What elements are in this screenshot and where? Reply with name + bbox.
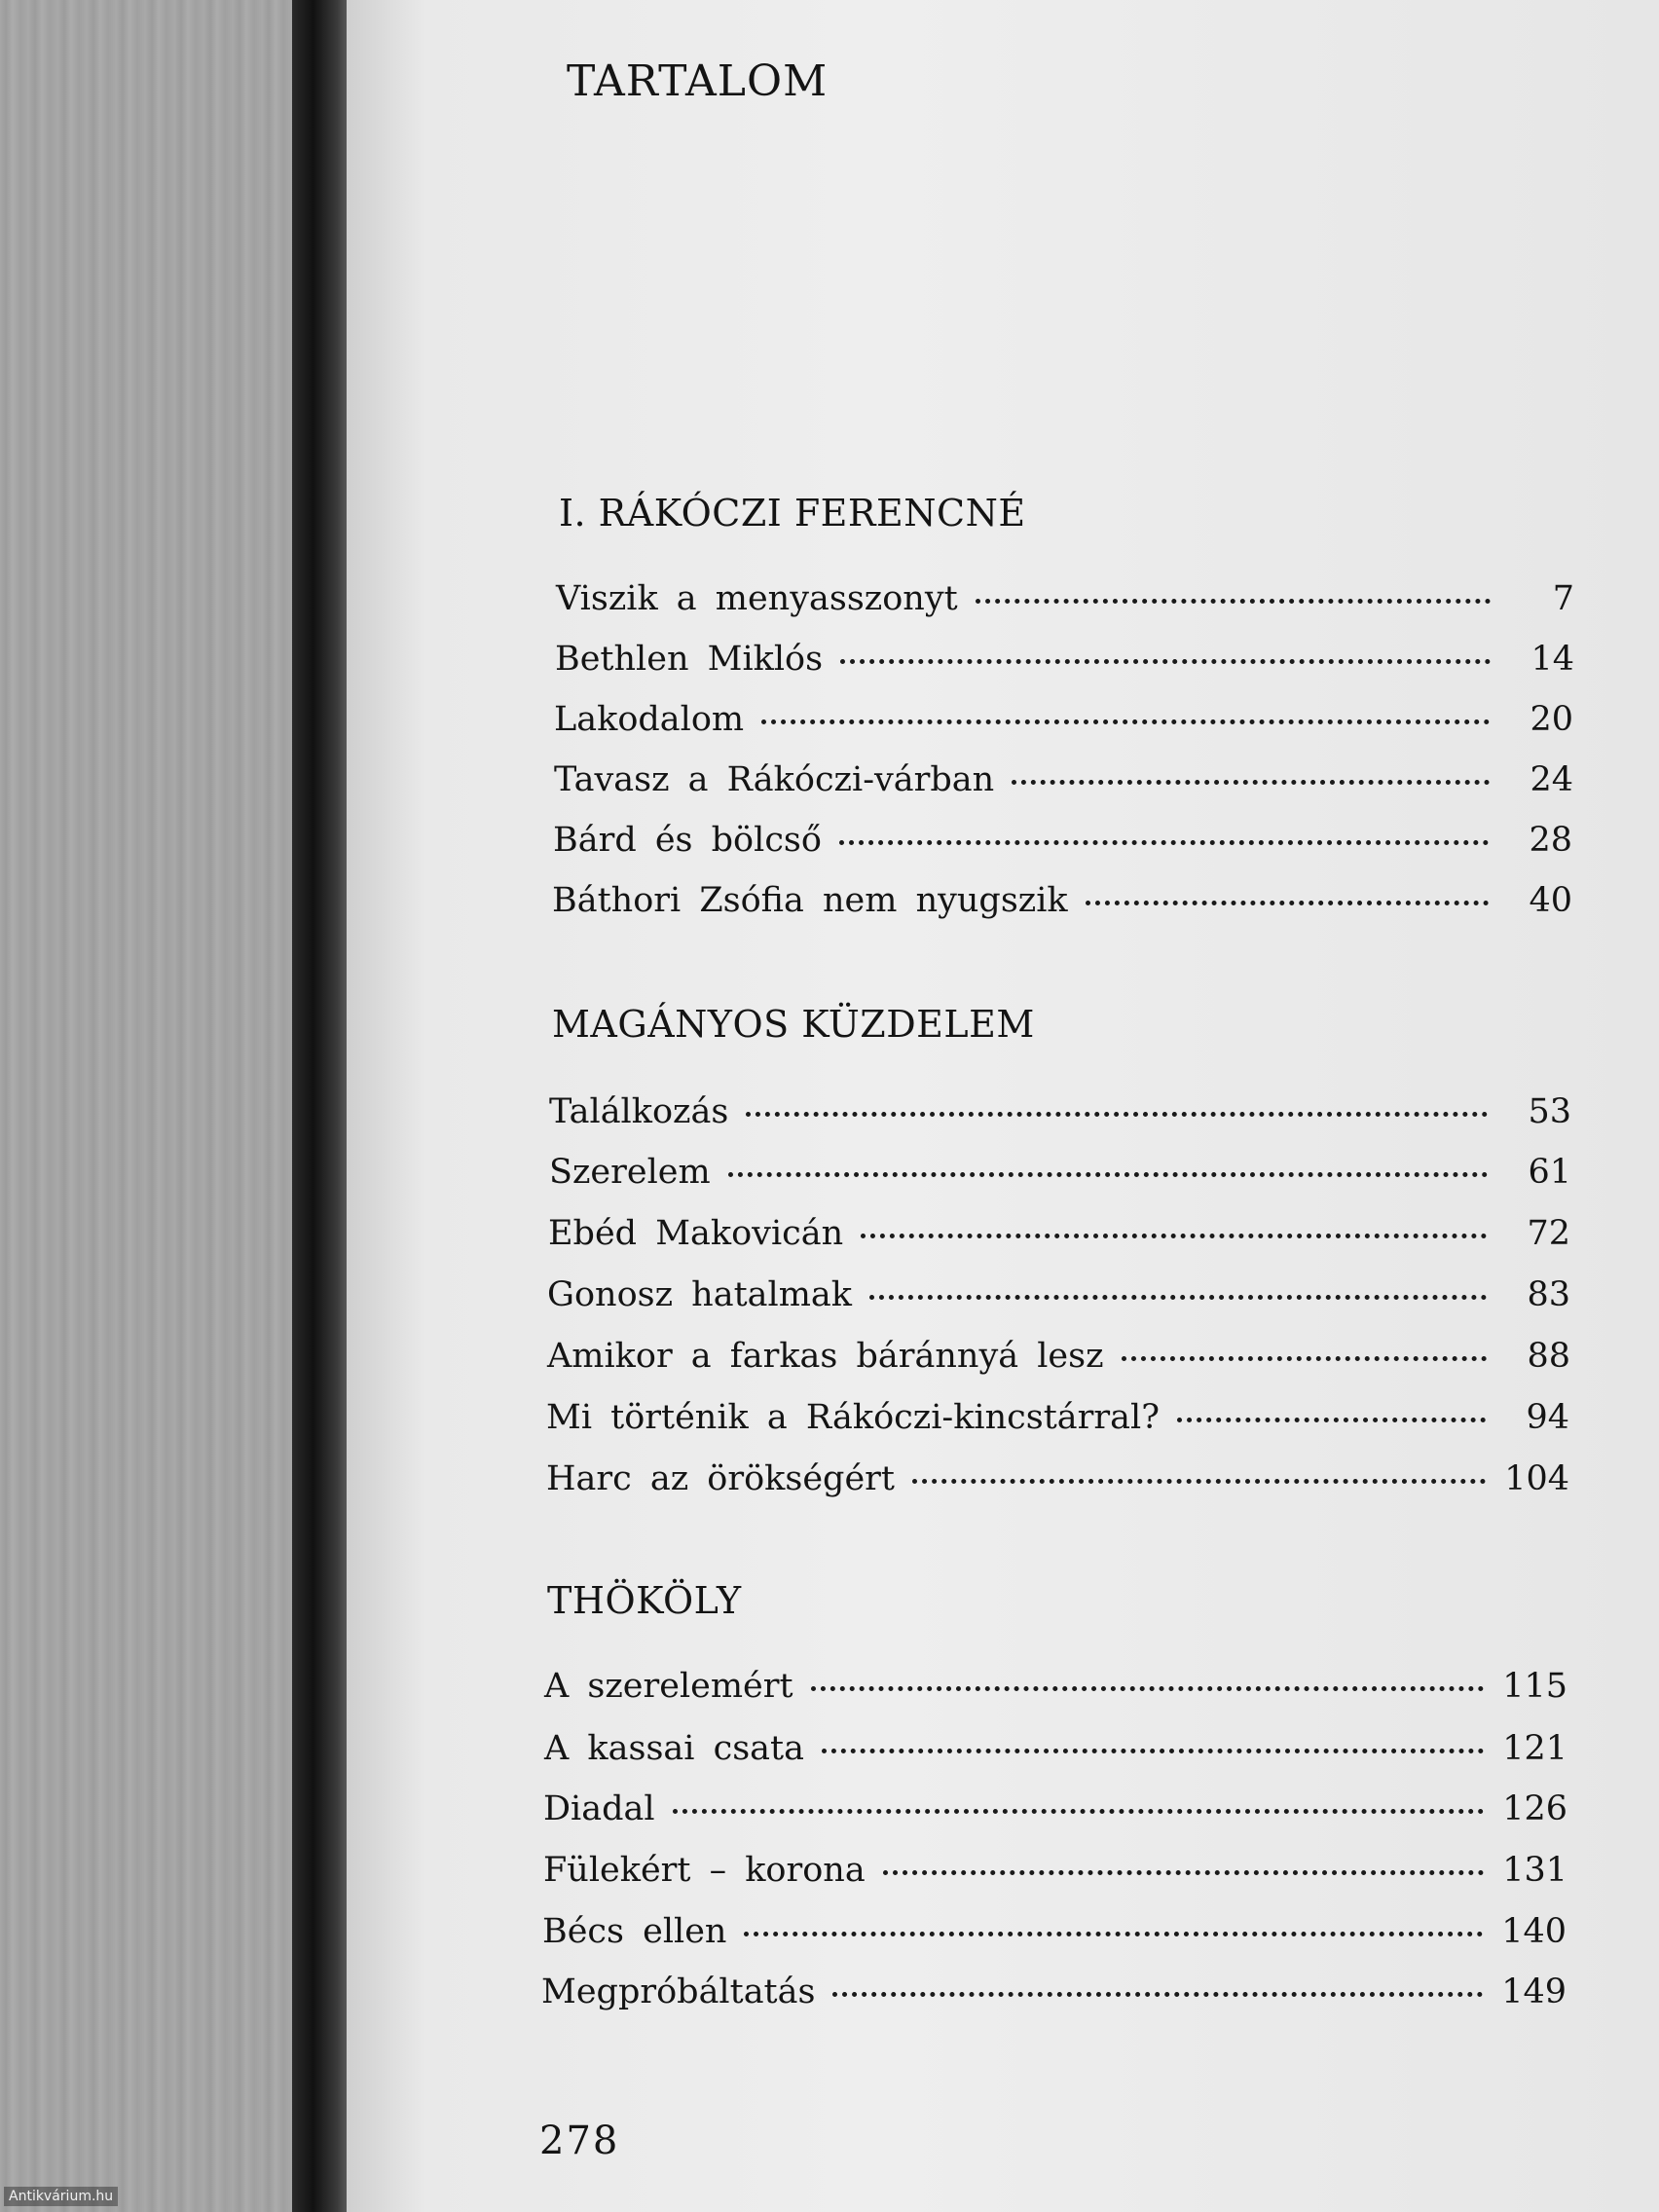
toc-entry — [547, 1337, 1570, 1385]
toc-entry — [553, 821, 1572, 869]
toc-entry-label: Ebéd Makovicán — [548, 1214, 844, 1253]
toc-leader-dots — [1177, 1418, 1486, 1422]
toc-entry — [554, 700, 1573, 749]
toc-entry-page: 121 — [1502, 1729, 1567, 1768]
background-surface — [0, 0, 302, 2212]
toc-entry-page: 140 — [1501, 1912, 1567, 1951]
toc-entry-page: 104 — [1504, 1459, 1569, 1498]
toc-entry-label: Lakodalom — [554, 700, 745, 739]
toc-entry — [544, 1667, 1567, 1715]
toc-entry-page: 61 — [1528, 1153, 1571, 1192]
toc-entry-label: Bárd és bölcső — [553, 821, 822, 860]
toc-entry-label: Viszik a menyasszonyt — [556, 579, 958, 618]
toc-leader-dots — [761, 719, 1490, 724]
toc-entry-label: Báthori Zsófia nem nyugszik — [552, 881, 1068, 920]
book-page — [347, 0, 1659, 2212]
toc-entry-label: Szerelem — [549, 1153, 711, 1192]
toc-entry-page: 40 — [1529, 881, 1572, 920]
toc-entry — [543, 1789, 1567, 1838]
toc-entry-page: 53 — [1528, 1092, 1571, 1131]
toc-leader-dots — [1122, 1356, 1487, 1361]
section-title: THÖKÖLY — [547, 1579, 742, 1622]
toc-entry — [549, 1153, 1571, 1201]
toc-entry — [547, 1275, 1570, 1324]
page-title: TARTALOM — [567, 56, 829, 106]
page-number: 278 — [539, 2119, 620, 2163]
toc-leader-dots — [976, 599, 1491, 604]
toc-entry — [543, 1851, 1567, 1899]
toc-entry — [549, 1092, 1571, 1141]
toc-entry — [555, 640, 1574, 688]
toc-entry-label: Mi történik a Rákóczi-kincstárral? — [546, 1398, 1160, 1437]
toc-leader-dots — [869, 1295, 1487, 1300]
toc-entry — [546, 1459, 1569, 1508]
toc-entry-label: Amikor a farkas báránnyá lesz — [547, 1337, 1104, 1376]
section-title: MAGÁNYOS KÜZDELEM — [552, 1003, 1035, 1046]
toc-entry-label: Gonosz hatalmak — [547, 1275, 852, 1314]
toc-entry-page: 28 — [1529, 821, 1572, 860]
toc-entry — [548, 1214, 1570, 1263]
toc-entry — [556, 579, 1574, 628]
toc-entry-label: Bethlen Miklós — [555, 640, 824, 679]
toc-entry-page: 115 — [1502, 1667, 1567, 1706]
toc-leader-dots — [883, 1870, 1484, 1875]
toc-entry-page: 7 — [1552, 579, 1574, 618]
toc-entry — [542, 1912, 1567, 1961]
toc-entry-label: Tavasz a Rákóczi-várban — [554, 760, 995, 799]
book-gutter — [292, 0, 352, 2212]
toc-entry-page: 131 — [1502, 1851, 1567, 1890]
toc-entry-page: 72 — [1527, 1214, 1570, 1253]
toc-entry-label: Bécs ellen — [542, 1912, 727, 1951]
toc-entry-label: Fülekért – korona — [543, 1851, 866, 1890]
toc-leader-dots — [728, 1172, 1488, 1177]
watermark: Antikvárium.hu — [4, 2187, 118, 2206]
toc-entry-page: 20 — [1530, 700, 1573, 739]
toc-entry-page: 24 — [1530, 760, 1573, 799]
toc-leader-dots — [912, 1479, 1486, 1484]
toc-entry — [554, 760, 1573, 809]
toc-leader-dots — [673, 1809, 1484, 1814]
toc-leader-dots — [746, 1112, 1488, 1117]
toc-leader-dots — [811, 1686, 1484, 1691]
toc-leader-dots — [839, 840, 1489, 845]
toc-entry — [552, 881, 1572, 930]
toc-leader-dots — [1086, 901, 1489, 905]
toc-entry-page: 149 — [1501, 1972, 1567, 2011]
toc-entry — [544, 1729, 1567, 1778]
toc-entry-label: Találkozás — [549, 1092, 729, 1131]
toc-leader-dots — [832, 1992, 1483, 1997]
toc-leader-dots — [1012, 780, 1490, 785]
toc-leader-dots — [861, 1234, 1487, 1238]
toc-entry-label: A szerelemért — [544, 1667, 793, 1706]
toc-entry-page: 94 — [1526, 1398, 1569, 1437]
toc-entry-page: 126 — [1502, 1789, 1567, 1828]
toc-entry-label: Megpróbáltatás — [541, 1972, 816, 2011]
toc-entry-label: Diadal — [543, 1789, 655, 1828]
toc-entry — [541, 1972, 1567, 2021]
toc-entry-label: Harc az örökségért — [546, 1459, 895, 1498]
section-title: I. RÁKÓCZI FERENCNÉ — [559, 492, 1026, 535]
toc-entry — [546, 1398, 1569, 1447]
toc-leader-dots — [822, 1749, 1484, 1753]
toc-entry-page: 14 — [1530, 640, 1574, 679]
toc-entry-label: A kassai csata — [544, 1729, 804, 1768]
toc-leader-dots — [744, 1932, 1483, 1936]
toc-leader-dots — [840, 659, 1491, 664]
toc-entry-page: 83 — [1527, 1275, 1570, 1314]
toc-entry-page: 88 — [1527, 1337, 1570, 1376]
toc-content — [347, 0, 1659, 2212]
